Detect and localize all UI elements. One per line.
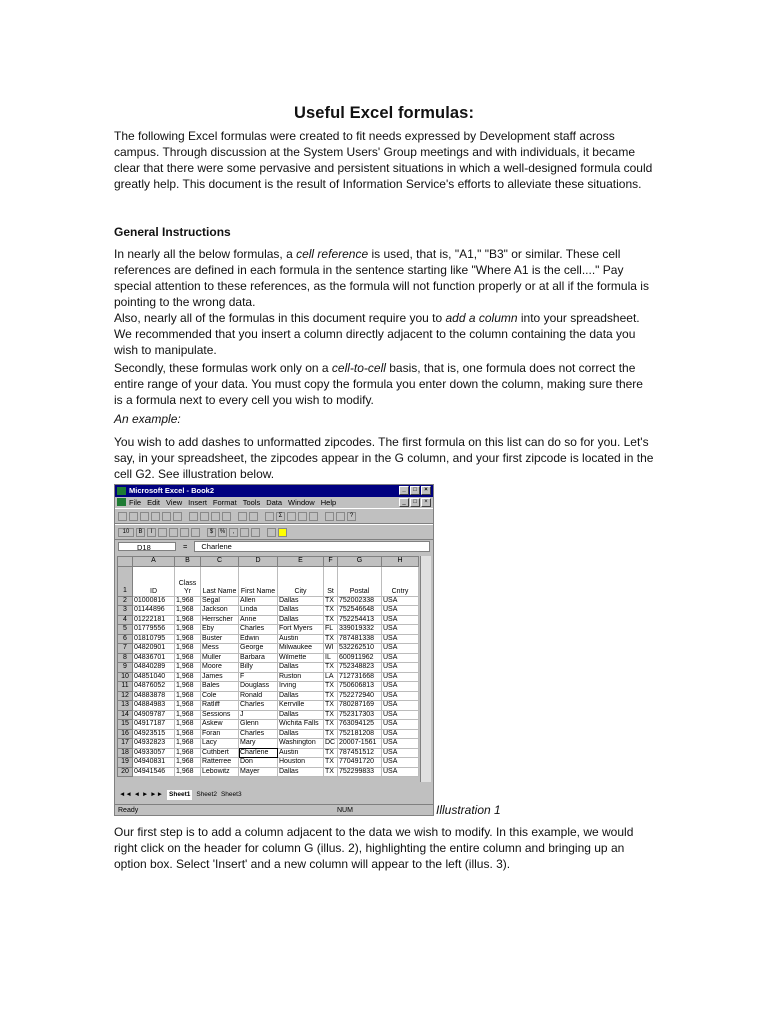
table-cell[interactable]: 770491720 xyxy=(338,758,382,768)
row-header[interactable]: 18 xyxy=(118,748,133,758)
header-cell-postal[interactable]: Postal xyxy=(338,566,382,596)
table-cell[interactable]: 04884983 xyxy=(133,701,175,711)
menu-help[interactable]: Help xyxy=(320,498,337,507)
table-cell[interactable]: Dallas xyxy=(278,606,324,616)
status-ready: Ready xyxy=(118,807,139,814)
table-cell[interactable]: Ronald xyxy=(239,691,278,701)
merge-center-icon[interactable] xyxy=(191,528,200,537)
paragraph-add-column: Also, nearly all of the formulas in this document require you to add a column into your spreadsheet. We recommended that you insert a column directly adjacent to the column containing the data you wish to manipulate. xyxy=(114,311,640,357)
table-cell[interactable]: 04840289 xyxy=(133,663,175,673)
row-header[interactable]: 12 xyxy=(118,691,133,701)
zoom-icon[interactable] xyxy=(336,512,345,521)
table-cell[interactable]: USA xyxy=(382,672,419,682)
illustration-caption: Illustration 1 xyxy=(436,803,501,817)
table-row xyxy=(118,729,419,739)
table-header-row xyxy=(118,566,419,596)
table-cell[interactable]: TX xyxy=(324,663,338,673)
table-cell[interactable]: Washington xyxy=(278,739,324,749)
table-cell[interactable]: LA xyxy=(324,672,338,682)
align-center-icon[interactable] xyxy=(169,528,178,537)
table-cell[interactable]: TX xyxy=(324,710,338,720)
excel-app-icon xyxy=(117,487,126,495)
table-cell[interactable]: 04940831 xyxy=(133,758,175,768)
row-header[interactable]: 8 xyxy=(118,653,133,663)
row-header[interactable]: 14 xyxy=(118,710,133,720)
table-cell[interactable]: George xyxy=(239,644,278,654)
page-title: Useful Excel formulas: xyxy=(293,104,475,122)
toolbar-separator xyxy=(262,528,265,537)
formula-equals: = xyxy=(183,541,188,551)
data-rows xyxy=(118,596,419,777)
table-cell[interactable]: USA xyxy=(382,606,419,616)
table-cell[interactable]: Dallas xyxy=(278,615,324,625)
table-cell[interactable]: USA xyxy=(382,596,419,606)
table-cell[interactable]: 1,968 xyxy=(175,720,201,730)
table-cell[interactable]: USA xyxy=(382,701,419,711)
menu-format[interactable]: Format xyxy=(212,498,237,507)
table-row xyxy=(118,634,419,644)
table-cell[interactable]: Austin xyxy=(278,748,324,758)
table-row xyxy=(118,644,419,654)
increase-decimal-icon[interactable] xyxy=(240,528,249,537)
table-cell[interactable]: Moore xyxy=(201,663,239,673)
table-cell[interactable]: 752546648 xyxy=(338,606,382,616)
table-row xyxy=(118,672,419,682)
new-icon[interactable] xyxy=(118,512,127,521)
toolbar-separator xyxy=(260,512,263,521)
table-cell[interactable]: Wichita Falls xyxy=(278,720,324,730)
table-cell[interactable]: Dallas xyxy=(278,710,324,720)
chart-wizard-icon[interactable] xyxy=(325,512,334,521)
table-cell[interactable]: USA xyxy=(382,767,419,777)
table-cell[interactable]: USA xyxy=(382,710,419,720)
table-cell[interactable]: Cuthbert xyxy=(201,748,239,758)
selected-cell[interactable]: Charlene xyxy=(239,748,278,758)
function-icon[interactable] xyxy=(287,512,296,521)
table-cell[interactable]: 04923515 xyxy=(133,729,175,739)
font-size-select[interactable]: 10 xyxy=(118,528,134,537)
table-cell[interactable]: 01222181 xyxy=(133,615,175,625)
print-preview-icon[interactable] xyxy=(162,512,171,521)
table-row xyxy=(118,758,419,768)
table-cell[interactable]: 1,968 xyxy=(175,644,201,654)
table-cell[interactable]: 750606813 xyxy=(338,682,382,692)
excel-title-bar: Microsoft Excel - Book2 _ □ × xyxy=(115,485,433,497)
table-cell[interactable]: Milwaukee xyxy=(278,644,324,654)
table-cell[interactable]: 752348823 xyxy=(338,663,382,673)
table-cell[interactable]: IL xyxy=(324,653,338,663)
table-cell[interactable]: Anne xyxy=(239,615,278,625)
table-cell[interactable]: 1,968 xyxy=(175,767,201,777)
table-cell[interactable]: USA xyxy=(382,615,419,625)
table-cell[interactable]: TX xyxy=(324,615,338,625)
excel-menu-bar xyxy=(115,497,433,508)
align-right-icon[interactable] xyxy=(180,528,189,537)
table-cell[interactable]: Kerrville xyxy=(278,701,324,711)
sheet-tab-1[interactable]: Sheet1 xyxy=(169,791,191,798)
table-cell[interactable]: Mary xyxy=(239,739,278,749)
formula-input[interactable]: Charlene xyxy=(194,541,430,552)
italic-icon[interactable]: I xyxy=(147,528,156,537)
table-row xyxy=(118,691,419,701)
table-cell[interactable]: Billy xyxy=(239,663,278,673)
paste-icon[interactable] xyxy=(211,512,220,521)
standard-toolbar xyxy=(115,508,433,524)
table-cell[interactable]: TX xyxy=(324,748,338,758)
header-cell-last-name[interactable]: Last Name xyxy=(201,566,239,596)
row-header[interactable]: 15 xyxy=(118,720,133,730)
table-cell[interactable]: 1,968 xyxy=(175,653,201,663)
table-cell[interactable]: 01144896 xyxy=(133,606,175,616)
vertical-scrollbar[interactable] xyxy=(420,556,431,782)
percent-icon[interactable]: % xyxy=(219,528,226,535)
table-cell[interactable]: USA xyxy=(382,691,419,701)
table-cell[interactable]: 01000816 xyxy=(133,596,175,606)
cut-icon[interactable] xyxy=(189,512,198,521)
paragraph-cell-reference: In nearly all the below formulas, a cell reference is used, that is, "A1," "B3" or similar. These cell references are defined in each formula in the sentence starting like "Where A1 is the cell...." Pay special attention to these references, as the formula will not function properly or at all if the formula is pointing to the wrong data. xyxy=(114,247,649,309)
intro-paragraph: The following Excel formulas were created to fit needs expressed by Development staff across campus. Through discussion at the System Users' Group meetings and with individuals, it became clear that there were some pervasive and persistent situations in which a well-designed formula could greatly help. This document is the result of Information Service's efforts to alleviate these situations. xyxy=(114,129,653,191)
row-header[interactable]: 2 xyxy=(118,596,133,606)
table-cell[interactable]: USA xyxy=(382,720,419,730)
doc-close-button[interactable]: × xyxy=(421,498,431,507)
table-cell[interactable]: Ruston xyxy=(278,672,324,682)
table-cell[interactable]: TX xyxy=(324,682,338,692)
table-cell[interactable]: Segal xyxy=(201,596,239,606)
table-row xyxy=(118,767,419,777)
table-cell[interactable]: Austin xyxy=(278,634,324,644)
table-row xyxy=(118,682,419,692)
table-cell[interactable]: Eby xyxy=(201,625,239,635)
table-cell[interactable]: 04941546 xyxy=(133,767,175,777)
workbook-icon xyxy=(117,498,126,506)
table-cell[interactable]: Mess xyxy=(201,644,239,654)
table-cell[interactable]: TX xyxy=(324,634,338,644)
status-bar xyxy=(115,804,433,815)
row-header[interactable]: 3 xyxy=(118,606,133,616)
paragraph-example: You wish to add dashes to unformatted zipcodes. The first formula on this list can do so for you. Let's say, in your spreadsheet, the zipcodes appear in the G column, and your first zipcode is located in the cell G2. See illustration below. xyxy=(114,435,654,481)
table-cell[interactable]: Charles xyxy=(239,701,278,711)
table-cell[interactable]: Douglass xyxy=(239,682,278,692)
table-cell[interactable]: Wilmette xyxy=(278,653,324,663)
table-cell[interactable]: Dallas xyxy=(278,691,324,701)
table-cell[interactable]: Don xyxy=(239,758,278,768)
table-cell[interactable]: 04876052 xyxy=(133,682,175,692)
menu-data[interactable]: Data xyxy=(266,498,283,507)
table-cell[interactable]: 04820901 xyxy=(133,644,175,654)
row-header[interactable]: 5 xyxy=(118,625,133,635)
table-cell[interactable]: 1,968 xyxy=(175,691,201,701)
redo-icon[interactable] xyxy=(249,512,258,521)
table-cell[interactable]: 600911962 xyxy=(338,653,382,663)
column-header-e[interactable]: E xyxy=(278,557,324,567)
table-cell[interactable]: 04933057 xyxy=(133,748,175,758)
menu-insert[interactable]: Insert xyxy=(188,498,207,507)
menu-tools[interactable]: Tools xyxy=(242,498,261,507)
bold-icon[interactable]: B xyxy=(136,528,145,537)
table-cell[interactable]: 20007-1561 xyxy=(338,739,382,749)
table-cell[interactable]: 752181208 xyxy=(338,729,382,739)
menu-window[interactable]: Window xyxy=(288,498,315,507)
table-cell[interactable]: 1,968 xyxy=(175,701,201,711)
table-cell[interactable]: USA xyxy=(382,644,419,654)
toolbar-separator xyxy=(233,512,236,521)
table-cell[interactable]: 752002338 xyxy=(338,596,382,606)
row-header[interactable]: 13 xyxy=(118,701,133,711)
table-cell[interactable]: USA xyxy=(382,634,419,644)
example-label: An example: xyxy=(114,412,181,426)
sort-descending-icon[interactable] xyxy=(309,512,318,521)
table-cell[interactable]: 763094125 xyxy=(338,720,382,730)
table-cell[interactable]: 1,968 xyxy=(175,758,201,768)
row-header[interactable]: 7 xyxy=(118,644,133,654)
tab-scroll-arrows-icon[interactable]: ◄◄ ◄ ► ►► xyxy=(119,791,164,798)
table-row xyxy=(118,739,419,749)
table-cell[interactable]: 04883878 xyxy=(133,691,175,701)
table-cell[interactable]: 1,968 xyxy=(175,634,201,644)
table-cell[interactable]: Foran xyxy=(201,729,239,739)
decrease-decimal-icon[interactable] xyxy=(251,528,260,537)
table-cell[interactable]: Edwin xyxy=(239,634,278,644)
table-cell[interactable]: Allen xyxy=(239,596,278,606)
section-heading: General Instructions xyxy=(114,225,231,239)
table-cell[interactable]: 752272940 xyxy=(338,691,382,701)
row-header[interactable]: 9 xyxy=(118,663,133,673)
table-cell[interactable]: Muller xyxy=(201,653,239,663)
sheet-tabs xyxy=(117,790,417,800)
table-cell[interactable]: 752254413 xyxy=(338,615,382,625)
spelling-icon[interactable] xyxy=(173,512,182,521)
table-cell[interactable]: 780287169 xyxy=(338,701,382,711)
table-cell[interactable]: 1,968 xyxy=(175,663,201,673)
name-box[interactable]: D18 xyxy=(118,542,176,551)
table-cell[interactable]: 339019332 xyxy=(338,625,382,635)
table-cell[interactable]: 1,968 xyxy=(175,729,201,739)
table-cell[interactable]: Herrscher xyxy=(201,615,239,625)
undo-icon[interactable] xyxy=(238,512,247,521)
table-cell[interactable]: 04932823 xyxy=(133,739,175,749)
sort-ascending-icon[interactable] xyxy=(298,512,307,521)
table-cell[interactable]: Glenn xyxy=(239,720,278,730)
table-cell[interactable]: 1,968 xyxy=(175,615,201,625)
help-icon[interactable]: ? xyxy=(347,512,356,521)
table-cell[interactable]: USA xyxy=(382,625,419,635)
toolbar-separator xyxy=(184,512,187,521)
row-header[interactable]: 20 xyxy=(118,767,133,777)
borders-icon[interactable] xyxy=(267,528,276,537)
table-cell[interactable]: Mayer xyxy=(239,767,278,777)
table-cell[interactable]: 1,968 xyxy=(175,596,201,606)
table-row xyxy=(118,663,419,673)
table-cell[interactable]: 1,968 xyxy=(175,625,201,635)
format-painter-icon[interactable] xyxy=(222,512,231,521)
comma-icon[interactable]: , xyxy=(229,528,238,537)
align-left-icon[interactable] xyxy=(158,528,167,537)
table-cell[interactable]: Buster xyxy=(201,634,239,644)
table-cell[interactable]: Houston xyxy=(278,758,324,768)
header-cell-st[interactable]: St xyxy=(324,566,338,596)
status-num: NUM xyxy=(337,807,353,814)
table-cell[interactable]: TX xyxy=(324,701,338,711)
table-cell[interactable]: TX xyxy=(324,606,338,616)
table-cell[interactable]: J xyxy=(239,710,278,720)
table-cell[interactable]: 04909787 xyxy=(133,710,175,720)
table-cell[interactable]: Bales xyxy=(201,682,239,692)
table-cell[interactable]: DC xyxy=(324,739,338,749)
formatting-toolbar xyxy=(115,524,433,540)
row-header[interactable]: 1 xyxy=(118,566,133,596)
column-header-a[interactable]: A xyxy=(133,557,175,567)
row-header[interactable]: 4 xyxy=(118,615,133,625)
table-cell[interactable]: Jackson xyxy=(201,606,239,616)
autosum-icon[interactable]: Σ xyxy=(276,512,285,521)
table-cell[interactable]: Dallas xyxy=(278,729,324,739)
table-row xyxy=(118,615,419,625)
column-header-h[interactable]: H xyxy=(382,557,419,567)
table-cell[interactable]: 04917187 xyxy=(133,720,175,730)
table-cell[interactable]: Linda xyxy=(239,606,278,616)
doc-minimize-button[interactable]: _ xyxy=(399,498,409,507)
table-cell[interactable]: 04851040 xyxy=(133,672,175,682)
row-header[interactable]: 10 xyxy=(118,672,133,682)
print-icon[interactable] xyxy=(151,512,160,521)
table-cell[interactable]: FL xyxy=(324,625,338,635)
table-cell[interactable]: Ratterree xyxy=(201,758,239,768)
table-row xyxy=(118,653,419,663)
toolbar-separator xyxy=(320,512,323,521)
header-cell-id[interactable]: ID xyxy=(133,566,175,596)
table-cell[interactable]: 787481338 xyxy=(338,634,382,644)
table-cell[interactable]: Fort Myers xyxy=(278,625,324,635)
table-cell[interactable]: Ratliff xyxy=(201,701,239,711)
table-cell[interactable]: 1,968 xyxy=(175,682,201,692)
menu-view[interactable]: View xyxy=(166,498,183,507)
paragraph-first-step: Our first step is to add a column adjacent to the data we wish to modify. In this example, we would right click on the header for column G (illus. 2), highlighting the entire column and bringing up an option box. Select 'Insert' and a new column will appear to the left (illus. 3). xyxy=(114,825,634,871)
toolbar-separator xyxy=(202,528,205,537)
menu-edit[interactable]: Edit xyxy=(147,498,161,507)
table-cell[interactable]: Dallas xyxy=(278,767,324,777)
table-cell[interactable]: TX xyxy=(324,691,338,701)
table-cell[interactable]: Charles xyxy=(239,625,278,635)
row-header[interactable]: 11 xyxy=(118,682,133,692)
table-cell[interactable]: USA xyxy=(382,729,419,739)
save-icon[interactable] xyxy=(140,512,149,521)
table-cell[interactable]: 1,968 xyxy=(175,672,201,682)
column-header-g[interactable]: G xyxy=(338,557,382,567)
table-cell[interactable]: 1,968 xyxy=(175,739,201,749)
currency-icon[interactable]: $ xyxy=(207,528,216,537)
column-header-row xyxy=(118,557,419,567)
table-row xyxy=(118,596,419,606)
column-header-f[interactable]: F xyxy=(324,557,338,567)
row-header[interactable]: 19 xyxy=(118,758,133,768)
table-cell[interactable]: TX xyxy=(324,720,338,730)
table-row xyxy=(118,748,419,758)
minimize-button[interactable]: _ xyxy=(399,486,409,495)
table-row xyxy=(118,710,419,720)
table-cell[interactable]: Barbara xyxy=(239,653,278,663)
table-cell[interactable]: 01779556 xyxy=(133,625,175,635)
table-cell[interactable]: 787451512 xyxy=(338,748,382,758)
doc-restore-button[interactable]: □ xyxy=(410,498,420,507)
sheet-tab-2[interactable]: Sheet2 xyxy=(196,791,217,798)
table-cell[interactable]: 1,968 xyxy=(175,748,201,758)
table-cell[interactable]: Irving xyxy=(278,682,324,692)
table-cell[interactable]: Lacy xyxy=(201,739,239,749)
header-cell-class-yr[interactable]: Class Yr xyxy=(175,566,201,596)
header-cell-city[interactable]: City xyxy=(278,566,324,596)
table-cell[interactable]: USA xyxy=(382,663,419,673)
table-cell[interactable]: USA xyxy=(382,682,419,692)
maximize-button[interactable]: □ xyxy=(410,486,420,495)
row-header[interactable]: 6 xyxy=(118,634,133,644)
table-row xyxy=(118,720,419,730)
table-cell[interactable]: Dallas xyxy=(278,663,324,673)
table-cell[interactable]: TX xyxy=(324,767,338,777)
table-cell[interactable]: USA xyxy=(382,748,419,758)
table-cell[interactable]: 1,968 xyxy=(175,606,201,616)
table-cell[interactable]: 01810795 xyxy=(133,634,175,644)
table-cell[interactable]: WI xyxy=(324,644,338,654)
copy-icon[interactable] xyxy=(200,512,209,521)
column-header-b[interactable]: B xyxy=(175,557,201,567)
row-header[interactable]: 16 xyxy=(118,729,133,739)
table-cell[interactable]: 532262510 xyxy=(338,644,382,654)
table-cell[interactable]: Askew xyxy=(201,720,239,730)
hyperlink-icon[interactable] xyxy=(265,512,274,521)
fill-color-icon[interactable] xyxy=(278,528,287,537)
table-cell[interactable]: Lebowitz xyxy=(201,767,239,777)
table-cell[interactable]: 712731668 xyxy=(338,672,382,682)
column-header-d[interactable]: D xyxy=(239,557,278,567)
table-row xyxy=(118,701,419,711)
formula-bar xyxy=(115,540,433,552)
table-cell[interactable]: USA xyxy=(382,653,419,663)
row-header[interactable]: 17 xyxy=(118,739,133,749)
table-cell[interactable]: James xyxy=(201,672,239,682)
table-cell[interactable]: F xyxy=(239,672,278,682)
paragraph-cell-to-cell: Secondly, these formulas work only on a cell-to-cell basis, that is, one formula does not correct the entire range of your data. You must copy the formula you enter down the column, making sure there is a formula next to every cell you wish to modify. xyxy=(114,361,643,407)
table-cell[interactable]: 04836701 xyxy=(133,653,175,663)
table-cell[interactable]: Dallas xyxy=(278,596,324,606)
table-cell[interactable]: TX xyxy=(324,758,338,768)
select-all-corner[interactable] xyxy=(118,557,133,567)
table-cell[interactable]: TX xyxy=(324,729,338,739)
table-cell[interactable]: USA xyxy=(382,758,419,768)
column-header-c[interactable]: C xyxy=(201,557,239,567)
table-cell[interactable]: 1,968 xyxy=(175,710,201,720)
table-cell[interactable]: 752317303 xyxy=(338,710,382,720)
table-cell[interactable]: Charles xyxy=(239,729,278,739)
header-cell-first-name[interactable]: First Name xyxy=(239,566,278,596)
table-cell[interactable]: TX xyxy=(324,596,338,606)
sheet-tab-3[interactable]: Sheet3 xyxy=(220,791,242,798)
table-cell[interactable]: USA xyxy=(382,739,419,749)
menu-file[interactable]: File xyxy=(129,498,142,507)
table-cell[interactable]: 752299833 xyxy=(338,767,382,777)
table-cell[interactable]: Cole xyxy=(201,691,239,701)
excel-screenshot xyxy=(114,484,434,816)
header-cell-cntry[interactable]: Cntry xyxy=(382,566,419,596)
spreadsheet-grid xyxy=(117,556,418,777)
open-icon[interactable] xyxy=(129,512,138,521)
close-button[interactable]: × xyxy=(421,486,431,495)
table-row xyxy=(118,606,419,616)
table-cell[interactable]: Sessions xyxy=(201,710,239,720)
table-row xyxy=(118,625,419,635)
